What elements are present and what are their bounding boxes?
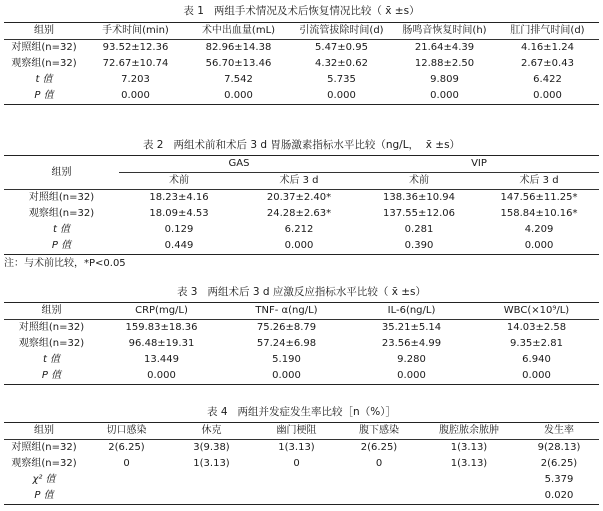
table4-header-row (4, 423, 599, 440)
row-label: 对照组(n=32) (28, 192, 95, 203)
row-label: P 值 (4, 88, 84, 105)
table-cell (84, 488, 169, 505)
table-cell: 20.37±2.40* (266, 192, 332, 203)
table-cell: 0 (293, 458, 300, 469)
table-row (4, 320, 599, 337)
row-label: χ² 值 (32, 474, 56, 485)
table-cell: 2(6.25) (108, 442, 145, 453)
table2-group-header-row (4, 156, 599, 173)
table-row (4, 456, 599, 472)
table-cell: 0.000 (239, 238, 359, 255)
table-row (4, 238, 599, 255)
table3-header-cell: TNF- α(ng/L) (224, 303, 349, 320)
row-label: 观察组(n=32) (11, 458, 77, 469)
table-cell: 5.47±0.95 (315, 42, 368, 53)
table-cell: 2(6.25) (360, 442, 398, 453)
table-cell: 1(3.13) (278, 442, 315, 453)
table-cell: 14.03±2.58 (506, 322, 567, 333)
table4-header-cell: 腹腔脓余脓肿 (419, 423, 519, 440)
table4-header-cell: 组别 (4, 423, 84, 440)
table-row (4, 40, 599, 57)
table-row (4, 72, 599, 88)
table3-caption: 表 3 两组术后 3 d 应激反应指标水平比较（ x̄ ±s） (176, 286, 427, 298)
table1-header-cell: 组别 (4, 23, 84, 40)
table-cell: 35.21±5.14 (381, 322, 442, 333)
table-cell (84, 472, 169, 488)
table-cell: 96.48±19.31 (128, 338, 195, 349)
table4-caption: 表 4 两组并发症发生率比较［n（%）］ (207, 406, 396, 418)
table-row (4, 222, 599, 238)
table1-header-cell: 肠鸣音恢复时间(h) (393, 23, 496, 40)
table-cell (419, 472, 519, 488)
table-cell: 137.55±12.06 (383, 208, 455, 219)
table-cell: 72.67±10.74 (102, 58, 169, 69)
table-cell: 0.000 (349, 368, 474, 385)
row-label: P 值 (4, 488, 84, 505)
table3 (4, 302, 599, 385)
table-cell: 9.809 (430, 74, 459, 85)
table-row (4, 336, 599, 352)
table1-header-cell: 引流管拔除时间(d) (290, 23, 393, 40)
table2-note: 注：与术前比较，*P<0.05 (4, 258, 126, 269)
table-cell: 7.203 (121, 74, 150, 85)
table-cell: 0.020 (519, 488, 599, 505)
table2-subheader: 术前 (119, 173, 239, 190)
table-cell: 0.000 (187, 88, 290, 105)
table-row (4, 206, 599, 222)
table-cell: 13.449 (144, 354, 179, 365)
table-cell (169, 472, 254, 488)
table-cell: 5.735 (327, 74, 356, 85)
table-row (4, 368, 599, 385)
table-cell: 138.36±10.94 (383, 192, 455, 203)
table-cell: 21.64±4.39 (414, 42, 475, 53)
table3-header-cell: IL-6(ng/L) (349, 303, 474, 320)
table4-header-cell: 幽门梗阻 (254, 423, 339, 440)
table-cell: 0.281 (404, 224, 434, 235)
table3-header-cell: CRP(mg/L) (99, 303, 224, 320)
table-cell: 0.000 (99, 368, 224, 385)
table1-header-cell: 手术时间(min) (84, 23, 187, 40)
table-cell: 23.56±4.99 (381, 338, 442, 349)
table-cell: 75.26±8.79 (256, 322, 317, 333)
row-label: t 值 (35, 74, 53, 85)
table4-header-cell: 腹下感染 (339, 423, 419, 440)
table-cell: 57.24±6.98 (256, 338, 317, 349)
table-cell: 147.56±11.25* (500, 192, 578, 203)
table-cell: 82.96±14.38 (205, 42, 272, 53)
table-cell: 4.16±1.24 (521, 42, 574, 53)
table-cell: 4.32±0.62 (315, 58, 368, 69)
table1 (4, 22, 599, 105)
row-label: 对照组(n=32) (11, 442, 77, 453)
table-cell: 7.542 (224, 74, 253, 85)
row-label: 观察组(n=32) (18, 338, 85, 349)
table-cell: 0.000 (393, 88, 496, 105)
table4-header-cell: 发生率 (519, 423, 599, 440)
row-label: 观察组(n=32) (11, 58, 77, 69)
table-cell: 18.09±4.53 (149, 208, 209, 219)
table4 (4, 422, 599, 505)
table-cell: 0.000 (84, 88, 187, 105)
table1-header-cell: 肛门排气时间(d) (496, 23, 599, 40)
table2-caption: 表 2 两组术前和术后 3 d 胃肠激素指标水平比较（ng/L， x̄ ±s） (142, 139, 461, 151)
table-cell (339, 488, 419, 505)
row-label: 对照组(n=32) (18, 322, 85, 333)
table2-group-header: 组别 (4, 156, 119, 190)
table-cell: 93.52±12.36 (102, 42, 169, 53)
table-cell (169, 488, 254, 505)
table-cell (254, 488, 339, 505)
table-row (4, 190, 599, 207)
table-cell: 0.000 (224, 368, 349, 385)
table-cell: 18.23±4.16 (149, 192, 209, 203)
table2 (4, 155, 599, 255)
table-cell: 24.28±2.63* (266, 208, 332, 219)
table-row (4, 488, 599, 505)
table3-header-cell: 组别 (4, 303, 99, 320)
table-cell: 0.000 (474, 368, 599, 385)
table2-col-group-vip: VIP (359, 156, 599, 173)
table-cell: 158.84±10.16* (500, 208, 578, 219)
table1-caption: 表 1 两组手术情况及术后恢复情况比较（ x̄ ±s） (183, 5, 420, 17)
table2-subheader: 术后 3 d (239, 173, 359, 190)
table-cell: 5.190 (272, 354, 301, 365)
row-label: 观察组(n=32) (28, 208, 95, 219)
table-cell: 2(6.25) (540, 458, 578, 469)
table-cell: 9.35±2.81 (510, 338, 563, 349)
table2-subheader: 术前 (359, 173, 479, 190)
table2-subheader: 术后 3 d (479, 173, 599, 190)
table4-header-cell: 切口感染 (84, 423, 169, 440)
table-row (4, 352, 599, 368)
table-cell: 0.000 (290, 88, 393, 105)
table-cell: 6.422 (533, 74, 562, 85)
table-cell: 4.209 (524, 224, 554, 235)
table1-header-row (4, 23, 599, 40)
row-label: P 值 (4, 238, 119, 255)
table-cell: 0.000 (479, 238, 599, 255)
table3-header-cell: WBC(×10⁹/L) (474, 303, 599, 320)
table-cell: 12.88±2.50 (414, 58, 475, 69)
table-row (4, 88, 599, 105)
table-cell: 0 (375, 458, 383, 469)
table-cell: 1(3.13) (450, 458, 488, 469)
table-row (4, 472, 599, 488)
table-cell: 159.83±18.36 (125, 322, 198, 333)
table-cell (254, 472, 339, 488)
table2-col-group-gas: GAS (119, 156, 359, 173)
table-cell: 1(3.13) (450, 442, 488, 453)
table-cell: 3(9.38) (193, 442, 230, 453)
table-cell: 2.67±0.43 (521, 58, 574, 69)
row-label: t 值 (52, 224, 71, 235)
row-label: 对照组(n=32) (11, 42, 77, 53)
table-row (4, 56, 599, 72)
table-cell (419, 488, 519, 505)
row-label: P 值 (4, 368, 99, 385)
table-row (4, 440, 599, 457)
table-cell: 0.449 (119, 238, 239, 255)
table3-header-row (4, 303, 599, 320)
table-cell: 9(28.13) (537, 442, 581, 453)
row-label: t 值 (42, 354, 61, 365)
table-cell: 1(3.13) (193, 458, 230, 469)
table-cell: 56.70±13.46 (205, 58, 272, 69)
table1-header-cell: 术中出血量(mL) (187, 23, 290, 40)
table-cell: 6.212 (284, 224, 314, 235)
table-cell: 9.280 (397, 354, 426, 365)
table-cell: 0.000 (496, 88, 599, 105)
table-cell: 5.379 (544, 474, 574, 485)
table-cell (339, 472, 419, 488)
table4-header-cell: 休克 (169, 423, 254, 440)
table-cell: 0.129 (164, 224, 194, 235)
table-cell: 6.940 (522, 354, 551, 365)
table-cell: 0.390 (359, 238, 479, 255)
table-cell: 0 (123, 458, 130, 469)
